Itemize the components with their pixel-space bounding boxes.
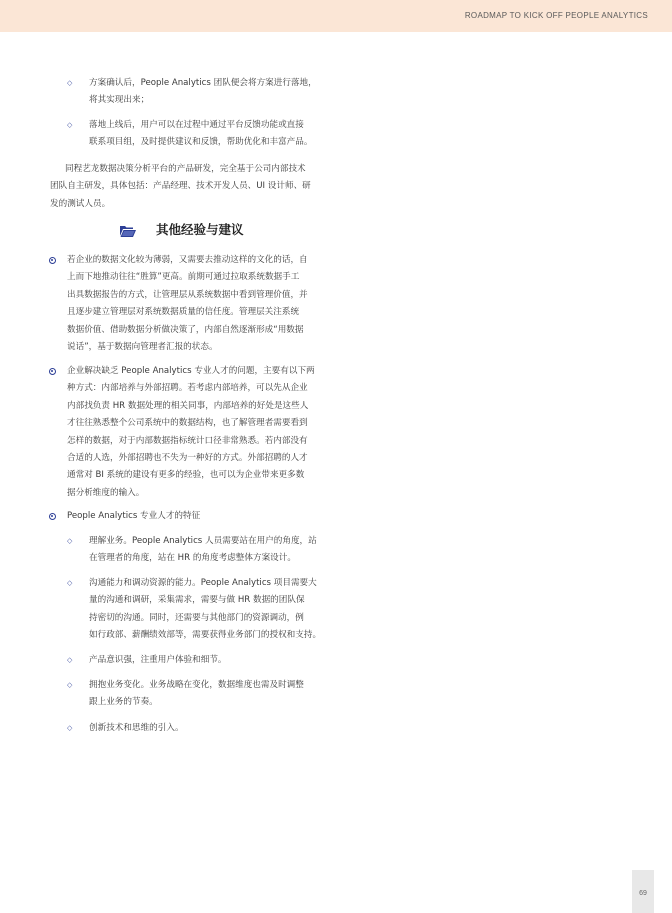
list-item-line: 种方式：内部培养与外部招聘。若考虑内部培养，可以先从企业 xyxy=(67,383,308,394)
list-item-line: 企业解决缺乏 People Analytics 专业人才的问题，主要有以下两 xyxy=(67,366,315,376)
list-item-line: 跟上业务的节奏。 xyxy=(89,697,158,708)
list-item-line: 沟通能力和调动资源的能力。People Analytics 项目需要大 xyxy=(89,578,317,588)
list-item-line: 合适的人选，外部招聘也不失为一种好的方式。外部招聘的人才 xyxy=(67,453,308,464)
list-item-line: 数据价值、借助数据分析做决策了，内部自然逐渐形成“用数据 xyxy=(67,324,304,335)
paragraph-line: 发的测试人员。 xyxy=(50,198,111,209)
diamond-bullet-icon: ◇ xyxy=(67,656,73,664)
list-item xyxy=(89,533,317,568)
list-item-line: 据分析维度的输入。 xyxy=(67,487,145,498)
list-item-line: 产品意识强，注重用户体验和细节。 xyxy=(89,655,227,665)
list-item-line: 通常对 BI 系统的建设有更多的经验，也可以为企业带来更多数 xyxy=(67,470,305,481)
list-item xyxy=(89,720,184,737)
paragraph-line: 团队自主研发，具体包括：产品经理、技术开发人员、UI 设计师、研 xyxy=(50,181,311,192)
list-item xyxy=(89,677,304,712)
list-item-line: 持密切的沟通。同时，还需要与其他部门的资源调动，例 xyxy=(89,612,304,623)
paragraph-line: 同程艺龙数据决策分析平台的产品研发，完全基于公司内部技术 xyxy=(65,164,306,174)
page-number-tab xyxy=(632,870,654,913)
diamond-bullet-icon: ◇ xyxy=(67,79,73,87)
list-item-line: 联系项目组，及时提供建议和反馈，帮助优化和丰富产品。 xyxy=(89,137,313,148)
list-item xyxy=(89,652,227,669)
page-header xyxy=(0,0,672,32)
diamond-bullet-icon: ◇ xyxy=(67,537,73,545)
circle-bullet-icon xyxy=(49,368,56,375)
list-item-line: 如行政部、薪酬绩效部等，需要获得业务部门的授权和支持。 xyxy=(89,630,322,641)
list-item xyxy=(67,363,315,502)
body-paragraph xyxy=(50,161,311,213)
header-title: ROADMAP TO KICK OFF PEOPLE ANALYTICS xyxy=(464,11,648,20)
list-item-line: 拥抱业务变化。业务战略在变化，数据维度也需及时调整 xyxy=(89,680,304,690)
list-item-line: 且逐步建立管理层对系统数据质量的信任度。管理层关注系统 xyxy=(67,307,300,318)
list-item-line: 方案确认后，People Analytics 团队便会将方案进行落地， xyxy=(89,78,317,88)
list-item-line: 才往往熟悉整个公司系统中的数据结构，也了解管理者需要看到 xyxy=(67,418,308,429)
list-item xyxy=(67,508,200,525)
circle-bullet-icon xyxy=(49,513,56,520)
folder-icon xyxy=(119,224,137,238)
list-item-line: 创新技术和思维的引入。 xyxy=(89,723,184,733)
list-item-line: 理解业务。People Analytics 人员需要站在用户的角度，站 xyxy=(89,536,317,546)
page-number: 69 xyxy=(639,890,647,897)
section-title: 其他经验与建议 xyxy=(156,222,244,237)
list-item-line: 说话”，基于数据向管理者汇报的状态。 xyxy=(67,342,218,353)
list-item xyxy=(89,117,312,152)
list-item-line: People Analytics 专业人才的特征 xyxy=(67,511,201,521)
list-item-line: 怎样的数据，对于内部数据指标统计口径非常熟悉。若内部没有 xyxy=(67,435,308,446)
circle-bullet-icon xyxy=(49,257,56,264)
list-item-line: 落地上线后，用户可以在过程中通过平台反馈功能或直接 xyxy=(89,120,304,130)
list-item-line: 上而下地推动往往“胜算”更高。前期可通过拉取系统数据手工 xyxy=(67,272,300,283)
list-item-line: 出具数据报告的方式，让管理层从系统数据中看到管理价值，并 xyxy=(67,289,308,300)
list-item-line: 在管理者的角度，站在 HR 的角度考虑整体方案设计。 xyxy=(89,553,296,564)
diamond-bullet-icon: ◇ xyxy=(67,121,73,129)
list-item xyxy=(89,75,317,110)
list-item-line: 若企业的数据文化较为薄弱，又需要去推动这样的文化的话，自 xyxy=(67,255,308,265)
list-item-line: 内部找负责 HR 数据处理的相关同事，内部培养的好处是这些人 xyxy=(67,400,309,411)
list-item-line: 量的沟通和调研，采集需求，需要与做 HR 数据的团队保 xyxy=(89,595,305,606)
diamond-bullet-icon: ◇ xyxy=(67,579,73,587)
diamond-bullet-icon: ◇ xyxy=(67,681,73,689)
list-item xyxy=(89,575,321,645)
list-item xyxy=(67,252,308,356)
list-item-line: 将其实现出来； xyxy=(89,95,150,106)
diamond-bullet-icon: ◇ xyxy=(67,724,73,732)
